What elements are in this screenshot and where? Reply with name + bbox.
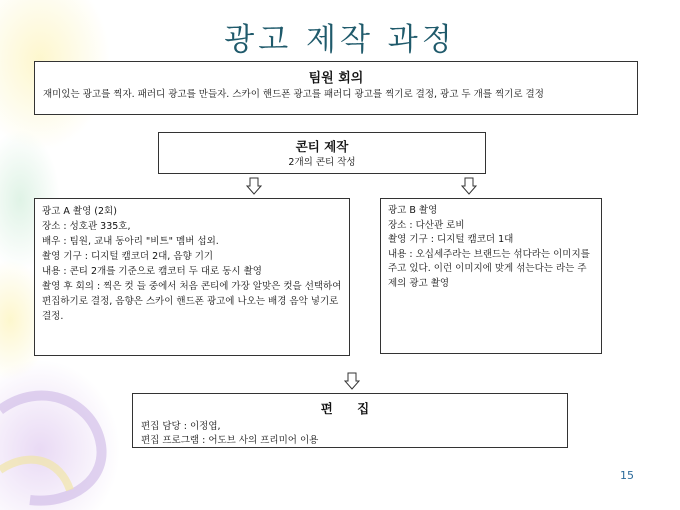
editing-heading: 편 집	[320, 401, 380, 416]
down-arrow-icon	[246, 177, 262, 195]
ad-a-line: 촬영 기구 : 디지털 캠코더 2대, 음향 기기	[42, 251, 214, 262]
down-arrow-icon	[344, 372, 360, 390]
ad-a-line: 촬영 후 회의 : 찍은 컷 들 중에서 처음 콘티에 가장 알맞은 컷을 선택하여 편집하기로 결정, 음향은 스카이 핸드폰 광고에 나오는 배경 음악 넣기로 결정.	[42, 281, 342, 322]
editing-box	[132, 393, 568, 448]
ad-a-line: 광고 A 촬영 (2회)	[42, 206, 117, 217]
team-meeting-box	[34, 61, 638, 115]
ad-b-shoot-box	[380, 198, 602, 354]
editing-line: 편집 프로그램 : 어도브 사의 프리미어 이용	[141, 435, 319, 446]
storyboard-heading: 콘티 제작	[295, 139, 349, 154]
ad-a-line: 배우 : 팀원, 교내 동아리 "비트" 멤버 섭외.	[42, 236, 219, 247]
ad-b-line: 촬영 기구 : 디지털 캠코더 1대	[388, 234, 514, 245]
down-arrow-icon	[461, 177, 477, 195]
page-title: 광고 제작 과정	[224, 22, 456, 58]
ad-b-line: 장소 : 다산관 로비	[388, 219, 465, 231]
storyboard-text: 2개의 콘티 작성	[288, 157, 356, 168]
ad-b-line: 광고 B 촬영	[388, 205, 438, 216]
ad-a-line: 내용 : 콘티 2개를 기준으로 캠코터 두 대로 동시 촬영	[42, 266, 262, 277]
team-meeting-heading: 팀원 회의	[308, 71, 364, 86]
ad-a-shoot-box	[34, 198, 350, 356]
storyboard-box	[158, 132, 486, 174]
team-meeting-text: 재미있는 광고를 찍자. 패러디 광고를 만들자. 스카이 핸드폰 광고를 패러디 광고를 찍기로 결정, 광고 두 개를 찍기로 결정	[43, 89, 544, 100]
page-number: 15	[620, 469, 634, 482]
ad-b-line: 내용 : 오십세주라는 브랜드는 섞다라는 이미지를 주고 있다. 이런 이미지에 맞게 섞는다는 라는 주제의 광고 촬영	[388, 248, 590, 289]
ad-a-line: 장소 : 성호관 335호,	[42, 221, 131, 232]
editing-line: 편집 담당 : 이정엽,	[141, 421, 221, 432]
